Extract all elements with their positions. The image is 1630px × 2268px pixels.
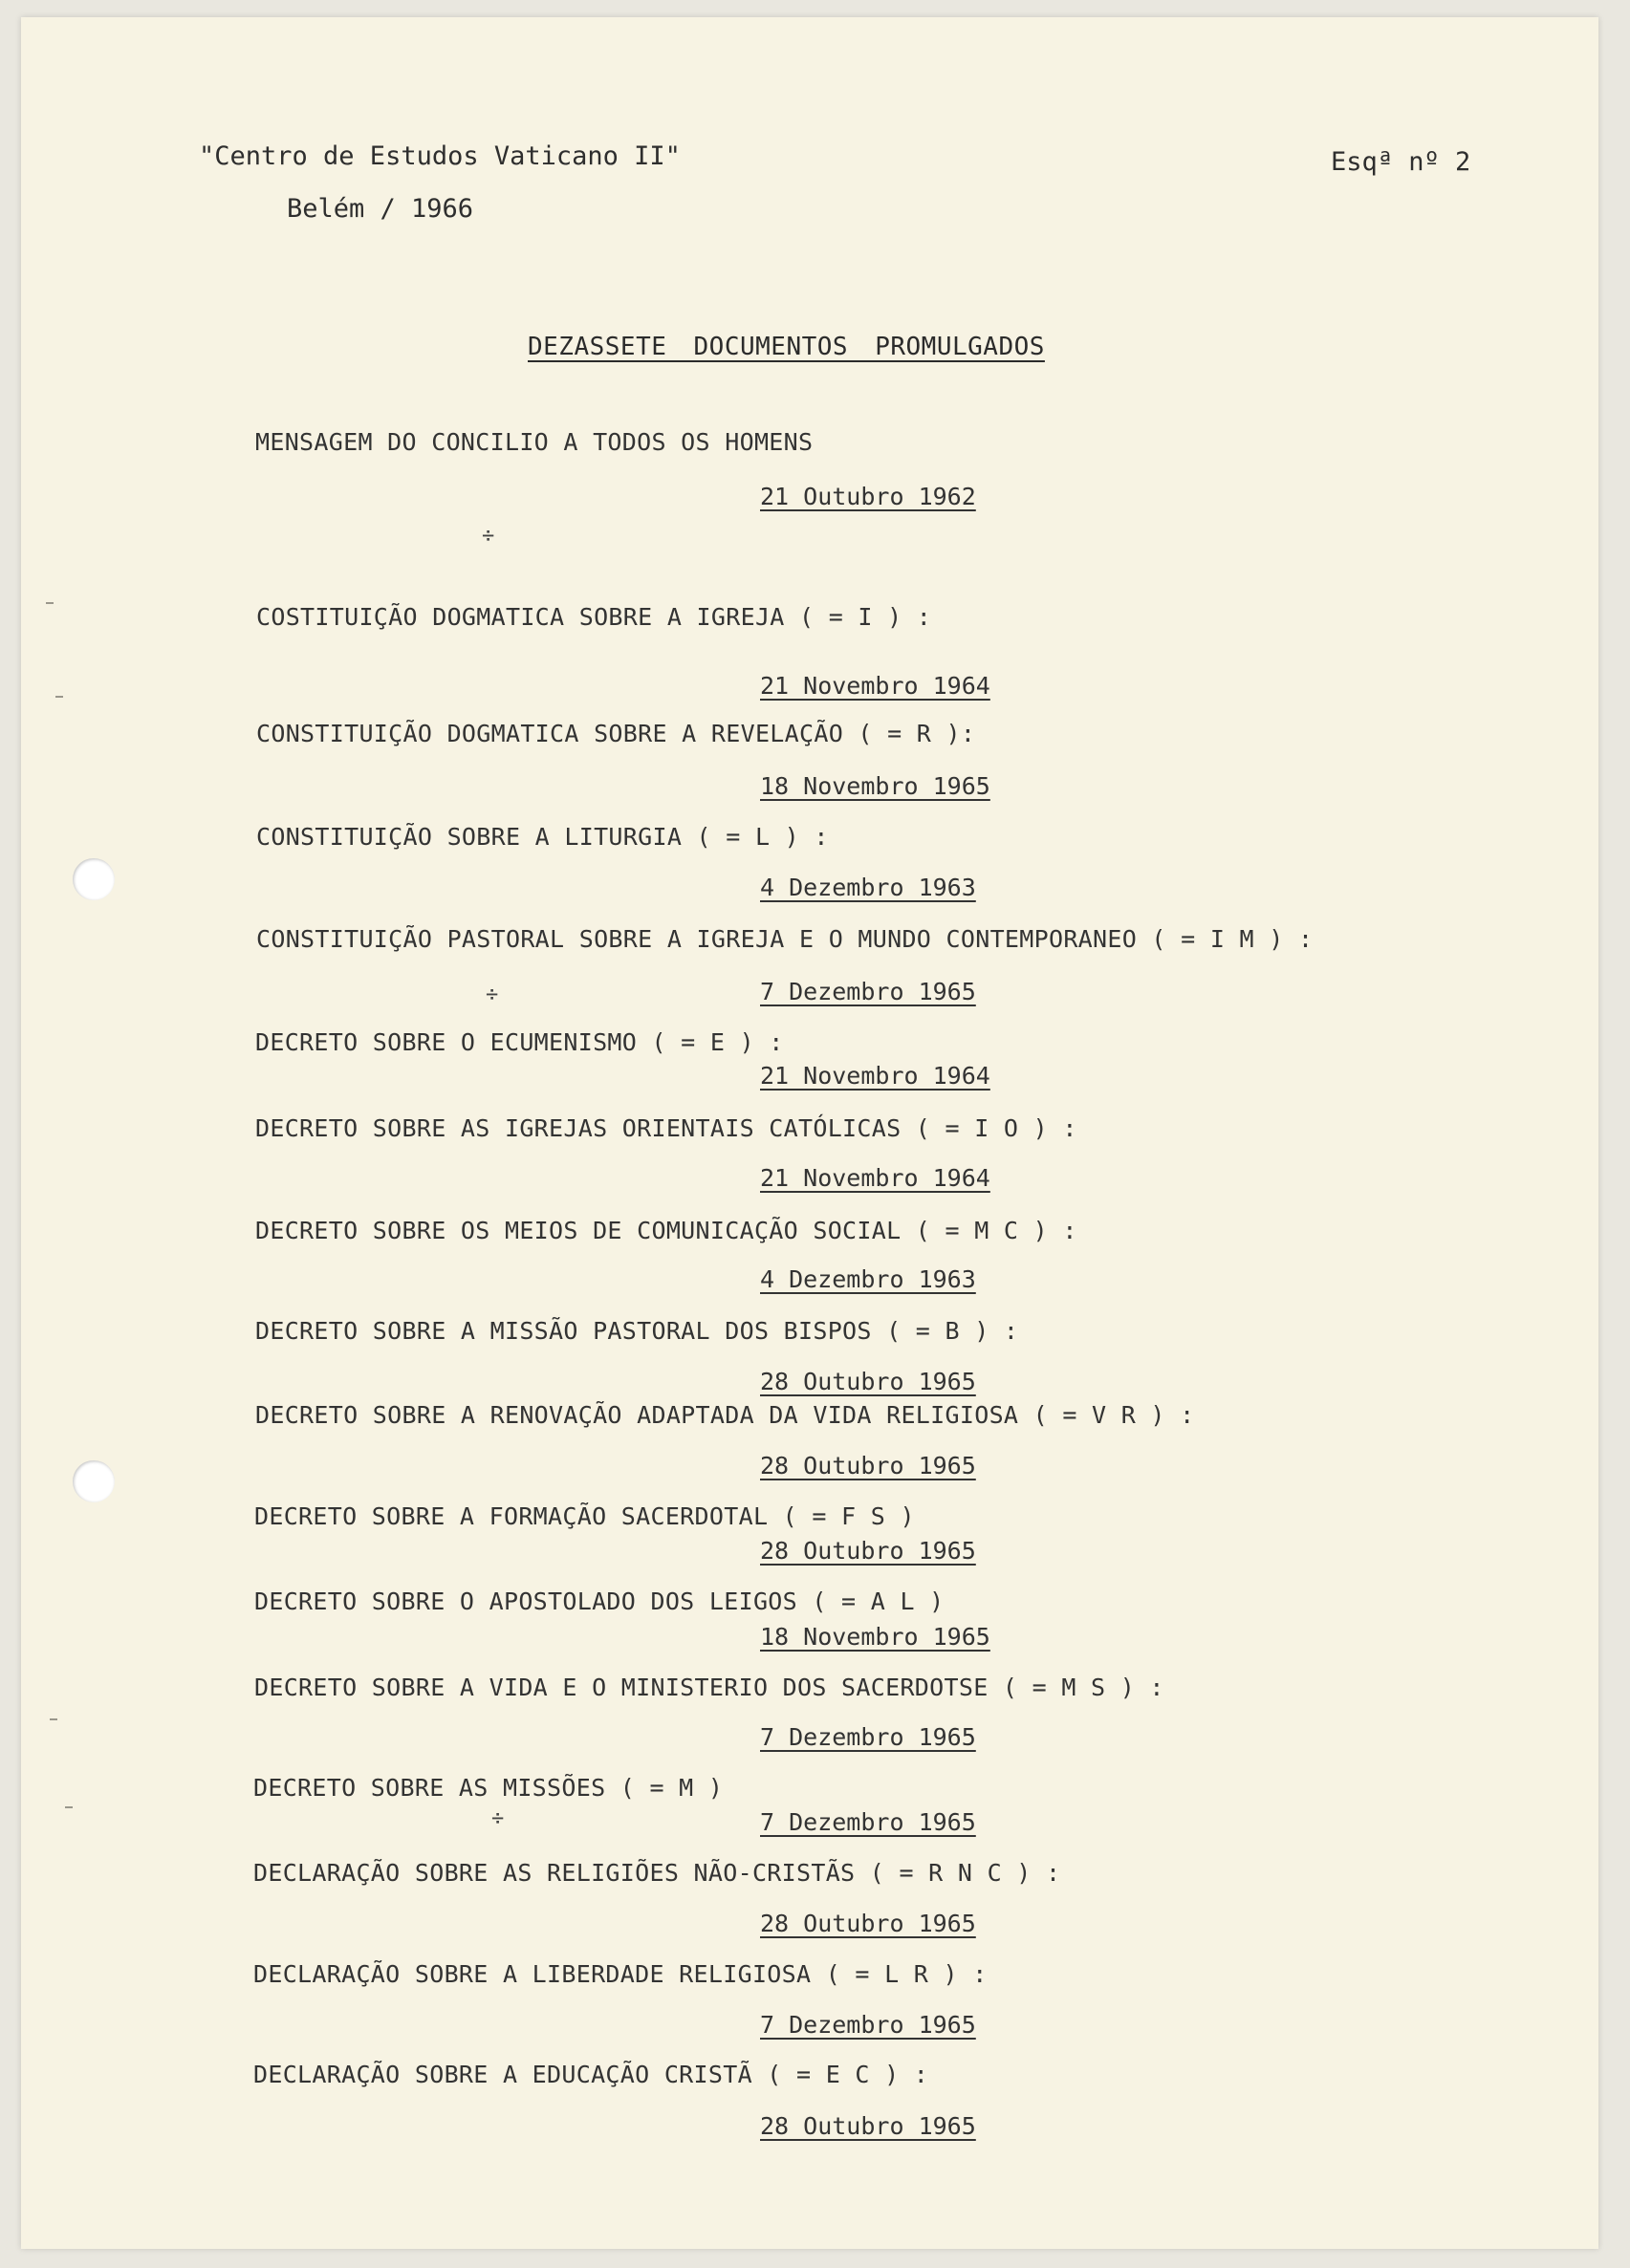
document-title: CONSTITUIÇÃO PASTORAL SOBRE A IGREJA E O MUNDO CONTEMPORANEO ( = I M ) : — [256, 925, 1314, 953]
document-title: CONSTITUIÇÃO DOGMATICA SOBRE A REVELAÇÃO ( = R ): — [256, 720, 976, 747]
document-date: 21 Outubro 1962 — [760, 483, 976, 510]
document-date: 21 Novembro 1964 — [760, 1164, 990, 1192]
document-date: 7 Dezembro 1965 — [760, 2011, 976, 2039]
document-date: 28 Outubro 1965 — [760, 1537, 976, 1565]
document-date: 7 Dezembro 1965 — [760, 1723, 976, 1751]
document-title: COSTITUIÇÃO DOGMATICA SOBRE A IGREJA ( = I ) : — [256, 603, 932, 631]
document-title: DECRETO SOBRE AS MISSÕES ( = M ) — [253, 1774, 724, 1802]
document-title: DECRETO SOBRE A RENOVAÇÃO ADAPTADA DA VIDA RELIGIOSA ( = V R ) : — [255, 1401, 1195, 1429]
place-year: Belém / 1966 — [287, 194, 474, 224]
document-date: 28 Outubro 1965 — [760, 1452, 976, 1480]
document-title: DECRETO SOBRE O ECUMENISMO ( = E ) : — [255, 1028, 784, 1056]
document-date: 7 Dezembro 1965 — [760, 1808, 976, 1836]
document-date: 28 Outubro 1965 — [760, 1910, 976, 1937]
document-date: 18 Novembro 1965 — [760, 772, 990, 800]
document-title: DECRETO SOBRE AS IGREJAS ORIENTAIS CATÓLICAS ( = I O ) : — [255, 1114, 1077, 1142]
document-date: 4 Dezembro 1963 — [760, 1265, 976, 1293]
page-title: DEZASSETE DOCUMENTOS PROMULGADOS — [528, 333, 1045, 361]
document-title: MENSAGEM DO CONCILIO A TODOS OS HOMENS — [255, 428, 814, 456]
reference-number: Esqª nº 2 — [1331, 147, 1471, 177]
handwritten-mark: ÷ — [486, 983, 499, 1006]
document-date: 7 Dezembro 1965 — [760, 978, 976, 1005]
document-date: 28 Outubro 1965 — [760, 1368, 976, 1395]
document-title: DECRETO SOBRE A FORMAÇÃO SACERDOTAL ( = F S ) — [254, 1502, 915, 1530]
document-date: 28 Outubro 1965 — [760, 2112, 976, 2140]
document-title: DECLARAÇÃO SOBRE A LIBERDADE RELIGIOSA ( = L R ) : — [253, 1960, 988, 1988]
document-title: DECLARAÇÃO SOBRE A EDUCAÇÃO CRISTÃ ( = E C ) : — [253, 2061, 929, 2088]
document-title: DECRETO SOBRE O APOSTOLADO DOS LEIGOS ( = A L ) — [254, 1588, 945, 1615]
handwritten-mark: ÷ — [491, 1806, 505, 1830]
document-title: DECRETO SOBRE A MISSÃO PASTORAL DOS BISPOS ( = B ) : — [255, 1317, 1019, 1345]
institution-name: "Centro de Estudos Vaticano II" — [199, 141, 681, 171]
document-title: CONSTITUIÇÃO SOBRE A LITURGIA ( = L ) : — [256, 823, 829, 851]
document-title: DECRETO SOBRE OS MEIOS DE COMUNICAÇÃO SOCIAL ( = M C ) : — [255, 1217, 1077, 1244]
document-date: 21 Novembro 1964 — [760, 1062, 990, 1090]
document-title: DECRETO SOBRE A VIDA E O MINISTERIO DOS SACERDOTSE ( = M S ) : — [254, 1674, 1164, 1701]
document-date: 21 Novembro 1964 — [760, 672, 990, 700]
document-date: 4 Dezembro 1963 — [760, 874, 976, 901]
document-title: DECLARAÇÃO SOBRE AS RELIGIÕES NÃO-CRISTÃS ( = R N C ) : — [253, 1859, 1061, 1887]
document-list — [21, 17, 1598, 2249]
handwritten-mark: ÷ — [482, 524, 495, 548]
document-page — [21, 17, 1598, 2249]
document-date: 18 Novembro 1965 — [760, 1623, 990, 1651]
